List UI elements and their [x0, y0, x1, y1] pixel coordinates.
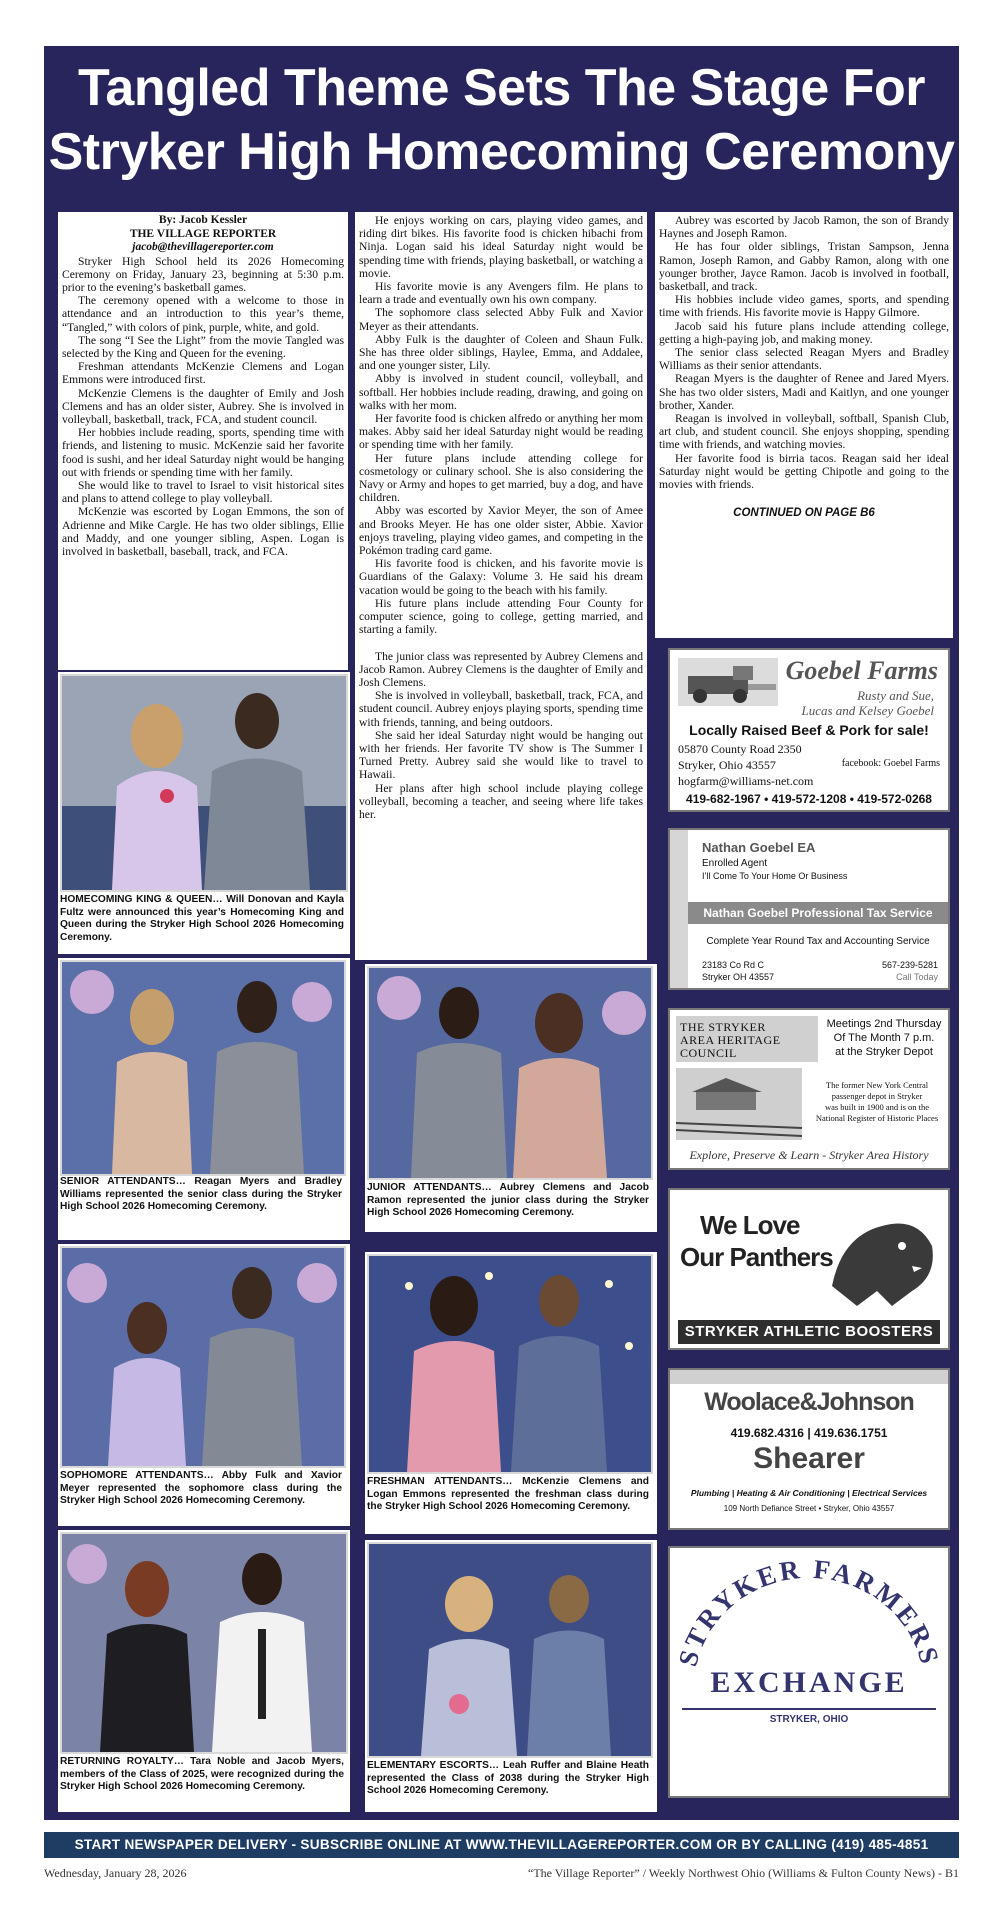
ad-farmers-exchange[interactable]	[668, 1546, 950, 1798]
paragraph: His favorite food is chicken, and his favorite movie is Guardians of the Galaxy: Volume 3. He said his dream vacation would be going to the beach with his family.	[359, 557, 643, 597]
byline	[62, 214, 344, 255]
exchange-arc-text: STRYKER FARMERS	[672, 1553, 946, 1670]
paragraph: Reagan Myers is the daughter of Renee and Jared Myers. She has two older sisters, Madi and Kaitlyn, and one younger brother, Xander.	[659, 372, 949, 412]
paragraph: He has four older siblings, Tristan Sampson, Jenna Ramon, Joseph Ramon, and Gabby Ramon, along with one younger brother, Jayce Ramon. Jacob is involved in football, basketball, and track.	[659, 240, 949, 294]
paragraph: Stryker High School held its 2026 Homecoming Ceremony on Friday, January 23, beginning at 5:30 p.m. prior to the evening’s basketball games.	[62, 254, 344, 294]
paragraph: Aubrey was escorted by Jacob Ramon, the son of Brandy Haynes and Joseph Ramon.	[659, 214, 949, 241]
caption-king-queen: HOMECOMING KING & QUEEN… Will Donovan and Kayla Fultz were announced this year’s Homecoming King and Queen during the Stryker High School 2026 Homecoming Ceremony.	[60, 894, 344, 943]
goebel-address-2: Stryker, Ohio 43557	[678, 758, 776, 772]
goebel-owners-2: Lucas and Kelsey Goebel	[801, 703, 934, 718]
paragraph: He enjoys working on cars, playing video games, and riding dirt bikes. His favorite food is chicken hibachi from Ninja. Logan said his ideal Saturday night would be spending time with friends, playing basketball, or watching a movie.	[359, 214, 643, 280]
goebel-facebook: facebook: Goebel Farms	[841, 758, 940, 769]
continued-note: CONTINUED ON PAGE B6	[733, 507, 875, 520]
photo-king-queen	[60, 674, 348, 892]
paragraph: Reagan is involved in volleyball, softball, Spanish Club, art club, and student council. She enjoys shopping, spending time with friends, and watching movies.	[659, 412, 949, 452]
paragraph: Her plans after high school include playing college volleyball, becoming a teacher, and seeing where life takes her.	[359, 781, 643, 821]
footer-paper: “The Village Reporter” / Weekly Northwest Ohio (Williams & Fulton County News) - B1	[528, 1866, 959, 1880]
paragraph: His hobbies include video games, sports, and spending time with friends. His favorite movie is Happy Gilmore.	[659, 293, 949, 320]
photo-king-queen-box	[58, 672, 350, 954]
paragraph: Her favorite food is chicken alfredo or anything her mom makes. Abby said her ideal Saturday night would be reading or spending time with her family.	[359, 412, 643, 452]
paragraph: Abby is involved in student council, volleyball, and softball. Her hobbies include reading, drawing, and going on walks with her mom.	[359, 372, 643, 412]
boosters-line-2: Our Panthers	[680, 1242, 833, 1272]
tax-name: Nathan Goebel EA	[702, 840, 816, 855]
paragraph: Freshman attendants McKenzie Clemens and Logan Emmons were introduced first.	[62, 360, 344, 387]
heritage-name-3: COUNCIL	[680, 1046, 737, 1060]
photo-junior-box	[365, 964, 657, 1232]
paragraph: The senior class selected Reagan Myers and Bradley Williams as their senior attendants.	[659, 346, 949, 373]
photo-sophomore	[60, 1246, 346, 1468]
paragraph: McKenzie Clemens is the daughter of Emily and Josh Clemens and has an older sister, Aubrey. She is involved in volleyball, basketball, track, FCA, and student council.	[62, 386, 344, 426]
farm-equipment-icon	[678, 658, 778, 706]
panther-icon	[822, 1196, 942, 1316]
headline-line-1: Tangled Theme Sets The Stage For	[78, 59, 925, 117]
heritage-name-1: THE STRYKER	[680, 1020, 766, 1034]
paragraph: The junior class was represented by Aubrey Clemens and Jacob Ramon. Aubrey Clemens is the daughter of Emily and Josh Clemens.	[359, 649, 643, 689]
tax-stripe	[670, 830, 688, 988]
photo-sophomore-box	[58, 1244, 350, 1526]
woolace-phones: 419.682.4316 | 419.636.1751	[730, 1426, 888, 1440]
footer-date: Wednesday, January 28, 2026	[44, 1866, 187, 1880]
byline-email[interactable]: jacob@thevillagereporter.com	[132, 241, 274, 253]
heritage-meet-3: at the Stryker Depot	[835, 1046, 933, 1058]
subscribe-banner[interactable]: START NEWSPAPER DELIVERY - SUBSCRIBE ONLINE AT WWW.THEVILLAGEREPORTER.COM OR BY CALLING (419) 485-4851	[44, 1832, 959, 1858]
paragraph: The sophomore class selected Abby Fulk and Xavior Meyer as their attendants.	[359, 306, 643, 333]
caption-freshman: FRESHMAN ATTENDANTS… McKenzie Clemens and Logan Emmons represented the freshman class during the Stryker High School 2026 Homecoming Ceremony.	[367, 1476, 649, 1513]
heritage-desc-4: National Register of Historic Places	[815, 1113, 939, 1123]
ad-woolace-johnson[interactable]	[668, 1368, 950, 1530]
tax-call: Call Today	[896, 972, 938, 982]
photo-escorts	[367, 1542, 653, 1758]
paragraph: Abby was escorted by Xavior Meyer, the son of Amee and Brooks Meyer. He has one older sister, Abbie. Xavior enjoys traveling, playing video games, and competing in the Pokémon trading card game.	[359, 504, 643, 558]
paragraph: The ceremony opened with a welcome to those in attendance and an introduction to this year’s theme, “Tangled,” with colors of pink, purple, white, and gold.	[62, 294, 344, 334]
paragraph: Jacob said his future plans include attending college, getting a high-paying job, and making money.	[659, 319, 949, 346]
paragraph: McKenzie was escorted by Logan Emmons, the son of Adrienne and Mike Cargle. He has two older siblings, Ellie and Maddy, and one younger sibling, Aspen. Logan is involved in basketball, baseball, track, and FCA.	[62, 505, 344, 558]
paragraph: She is involved in volleyball, basketball, track, FCA, and student council. Aubrey enjoys playing sports, spending time with friends, tanning, and being outdoors.	[359, 689, 643, 729]
paragraph: She would like to travel to Israel to visit historical sites and plans to attend college to play volleyball.	[62, 478, 344, 506]
caption-sophomore: SOPHOMORE ATTENDANTS… Abby Fulk and Xavior Meyer represented the sophomore class during the Stryker High School 2026 Homecoming Ceremony.	[60, 1470, 342, 1507]
goebel-address-1: 05870 County Road 2350	[678, 742, 802, 756]
woolace-address: 109 North Defiance Street • Stryker, Ohio 43557	[723, 1504, 895, 1513]
article-column-1	[58, 212, 348, 670]
tax-phone: 567-239-5281	[881, 960, 938, 970]
ad-goebel-farms[interactable]	[668, 648, 950, 812]
tax-banner: Nathan Goebel Professional Tax Service	[688, 902, 948, 924]
boosters-line-1: We Love	[700, 1210, 800, 1240]
article-column-2	[355, 212, 647, 960]
heritage-name-box	[676, 1016, 818, 1062]
heritage-meet-2: Of The Month 7 p.m.	[833, 1032, 935, 1044]
exchange-city: STRYKER, OHIO	[769, 1714, 849, 1725]
woolace-top-bar	[670, 1370, 948, 1384]
photo-senior-box	[58, 958, 350, 1240]
paragraph: She said her ideal Saturday night would be hanging out with her friends. Her favorite TV show is The Summer I Turned Pretty. Aubrey said she would like to travel to Hawaii.	[359, 728, 643, 782]
photo-royalty-box	[58, 1530, 350, 1812]
exchange-rule	[682, 1708, 936, 1710]
goebel-phones: 419-682-1967 • 419-572-1208 • 419-572-0268	[686, 792, 932, 806]
goebel-owners-1: Rusty and Sue,	[857, 688, 934, 703]
woolace-services: Plumbing | Heating & Air Conditioning | Electrical Services	[690, 1488, 928, 1498]
heritage-tagline: Explore, Preserve & Learn - Stryker Area History	[689, 1148, 929, 1162]
tax-line-1: Enrolled Agent	[702, 858, 768, 869]
paragraph: Her hobbies include reading, sports, spending time with friends, and listening to music. McKenzie said her favorite food is sushi, and her ideal Saturday night would be hanging out with friends or spending time with her family.	[62, 426, 344, 479]
paragraph: His favorite movie is any Avengers film. He plans to learn a trade and eventually own his own company.	[359, 280, 643, 307]
goebel-slogan: Locally Raised Beef & Pork for sale!	[689, 722, 929, 738]
paragraph: Her favorite food is birria tacos. Reagan said her ideal Saturday night would be getting Chipotle and going to the movies with friends.	[659, 451, 949, 492]
photo-royalty	[60, 1532, 348, 1754]
woolace-brand: Shearer	[753, 1442, 865, 1475]
paragraph: The song “I See the Light” from the movie Tangled was selected by the King and Queen for the evening.	[62, 333, 344, 360]
depot-photo	[676, 1068, 802, 1140]
caption-royalty: RETURNING ROYALTY… Tara Noble and Jacob Myers, members of the Class of 2025, were recognized during the Stryker High School 2026 Homecoming Ceremony.	[60, 1756, 344, 1793]
paragraph: Her future plans include attending college for cosmetology or culinary school. She is also considering the Navy or Army and hopes to get married, buy a dog, and have children.	[359, 451, 643, 505]
goebel-email: hogfarm@williams-net.com	[678, 774, 814, 788]
caption-junior: JUNIOR ATTENDANTS… Aubrey Clemens and Jacob Ramon represented the junior class during the Stryker High School 2026 Homecoming Ceremony.	[367, 1182, 649, 1219]
ad-athletic-boosters[interactable]	[668, 1188, 950, 1350]
ad-heritage-council[interactable]	[668, 1008, 950, 1170]
heritage-desc-3: was built in 1900 and is on the	[824, 1102, 930, 1112]
heritage-desc-2: passenger depot in Stryker	[831, 1091, 923, 1101]
headline	[44, 56, 959, 184]
exchange-name: EXCHANGE	[710, 1666, 908, 1699]
photo-escorts-box	[365, 1540, 657, 1812]
tax-service: Complete Year Round Tax and Accounting Service	[706, 936, 930, 947]
caption-escorts: ELEMENTARY ESCORTS… Leah Ruffer and Blaine Heath represented the Class of 2038 during the Stryker High School 2026 Homecoming Ceremony.	[367, 1760, 649, 1797]
byline-outlet: THE VILLAGE REPORTER	[129, 227, 277, 240]
heritage-desc-1: The former New York Central	[825, 1080, 929, 1090]
headline-line-2: Stryker High Homecoming Ceremony	[48, 123, 955, 181]
boosters-banner: STRYKER ATHLETIC BOOSTERS	[678, 1320, 940, 1344]
photo-senior	[60, 960, 346, 1176]
heritage-name-2: AREA HERITAGE	[680, 1033, 781, 1047]
paragraph: His future plans include attending Four County for computer science, going to college, getting married, and starting a family.	[359, 596, 643, 637]
caption-senior: SENIOR ATTENDANTS… Reagan Myers and Bradley Williams represented the senior class during the Stryker High School 2026 Homecoming Ceremony.	[60, 1176, 342, 1213]
goebel-name: Goebel Farms	[785, 656, 938, 685]
tax-address-2: Stryker OH 43557	[702, 972, 775, 982]
photo-freshman	[367, 1254, 653, 1474]
tax-line-2: I’ll Come To Your Home Or Business	[702, 871, 848, 881]
paragraph: Abby Fulk is the daughter of Coleen and Shaun Fulk. She has three older siblings, Haylee, Emma, and Addalee, and one younger sister, Lily.	[359, 332, 643, 373]
ad-tax-service[interactable]	[668, 828, 950, 990]
tax-address-1: 23183 Co Rd C	[702, 960, 765, 970]
heritage-meet-1: Meetings 2nd Thursday	[826, 1018, 942, 1030]
photo-junior	[367, 966, 653, 1180]
article-column-3	[655, 212, 953, 638]
woolace-name: Woolace&Johnson	[704, 1388, 914, 1416]
svg-text:STRYKER FARMERS	[672, 1554, 945, 1670]
photo-freshman-box	[365, 1252, 657, 1534]
byline-author: By: Jacob Kessler	[158, 214, 248, 226]
